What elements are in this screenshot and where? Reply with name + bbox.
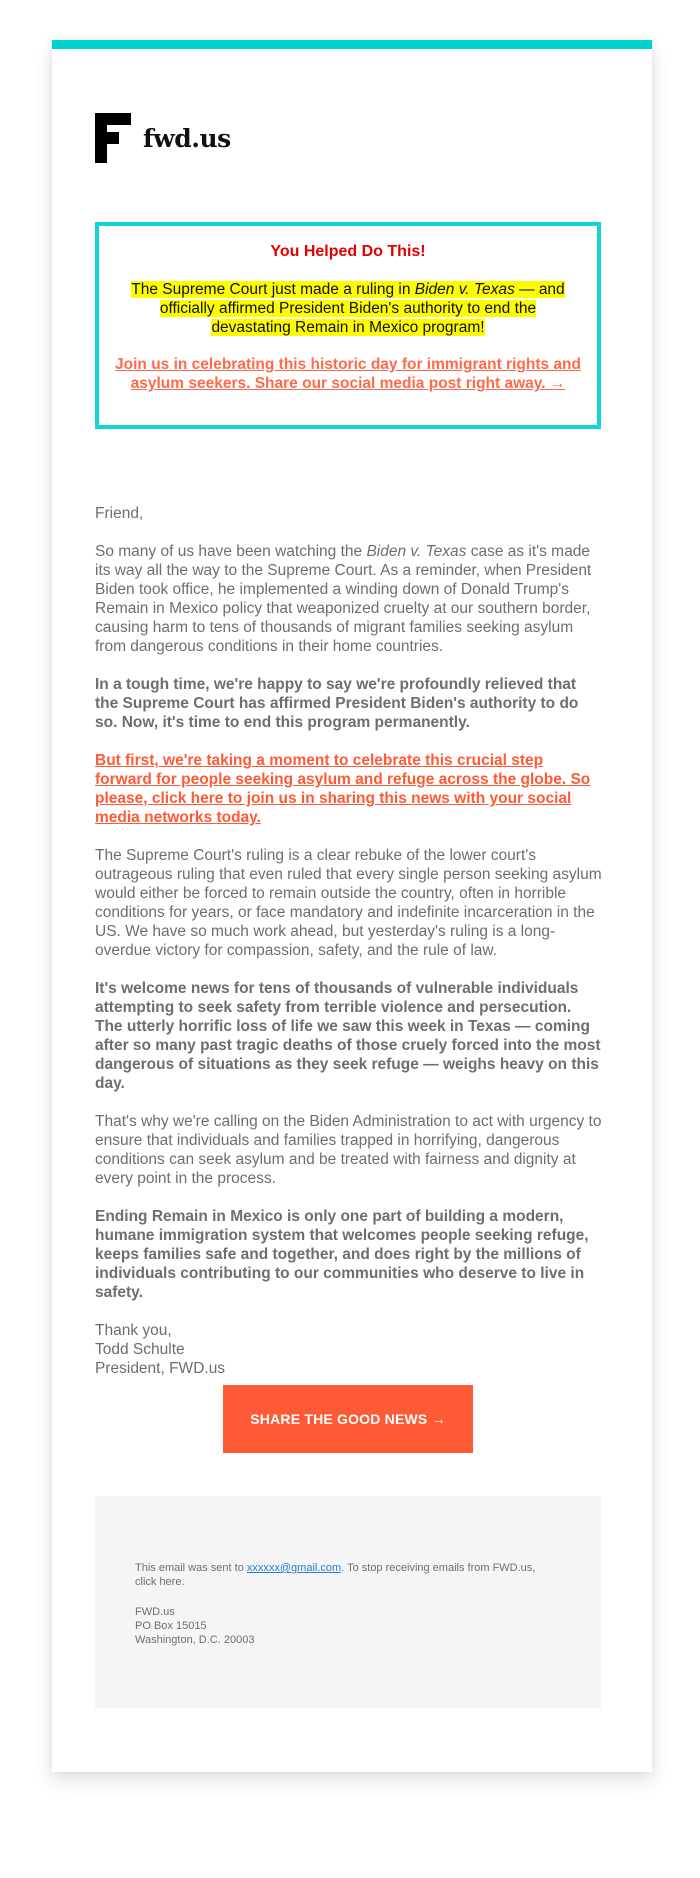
paragraph-intro-italic: Biden v. Texas	[366, 543, 467, 560]
callout-body-text-2: — and officially affirmed President Biden's authority to end the devastating Remain in Mexico program!	[159, 281, 565, 336]
email-card	[52, 40, 652, 1772]
address-org: FWD.us	[135, 1606, 175, 1618]
paragraph-intro-text-1: So many of us have been watching the	[95, 543, 367, 560]
callout-box	[95, 222, 601, 429]
paragraph-relieved: In a tough time, we're happy to say we're profoundly relieved that the Supreme Court has affirmed President Biden's authority to do so. Now, it's time to end this program permanently.	[95, 676, 579, 731]
sent-prefix: This email was sent to	[135, 1562, 247, 1574]
callout-body-text-1: The Supreme Court just made a ruling in	[131, 281, 415, 298]
callout-body-italic: Biden v. Texas	[414, 281, 515, 298]
unsubscribe-line	[135, 1561, 555, 1589]
share-news-link[interactable]: But first, we're taking a moment to celebrate this crucial step forward for people seeking asylum and refuge across the globe. So please, click here to join us in sharing this news with your social media networks today.	[95, 752, 591, 826]
footer-text	[135, 1561, 555, 1647]
callout-title: You Helped Do This!	[270, 243, 426, 260]
paragraph-ending: Ending Remain in Mexico is only one part of building a modern, humane immigration system that welcomes people seeking refuge, keeps families safe and together, and does right by the millions of individuals contributing to our communities who deserve to live in safety.	[95, 1208, 589, 1301]
signature	[95, 1321, 603, 1378]
accent-top-bar	[52, 40, 652, 49]
recipient-email-link[interactable]: xxxxxx@gmail.com	[246, 1562, 342, 1574]
paragraph-ruling: The Supreme Court's ruling is a clear rebuke of the lower court's outrageous ruling that even ruled that every single person seeking asylum would either be forced to remain outside the country, often in horrible conditions for years, or face mandatory and indefinite incarceration in the US. We have so much work ahead, but yesterday's ruling is a long-overdue victory for compassion, safety, and the rule of law.	[95, 847, 602, 959]
paragraph-intro-text-2: case as it's made its way all the way to the Supreme Court. As a reminder, when President Biden took office, he implemented a winding down of Donald Trump's Remain in Mexico policy that weaponized cruelty at our southern border, causing harm to tens of thousands of migrant families seeking asylum from dangerous conditions in their home countries.	[95, 543, 592, 655]
callout-highlight	[131, 281, 564, 336]
signer-title: President, FWD.us	[95, 1360, 226, 1377]
paragraph-celebrate	[95, 751, 603, 827]
paragraph-intro	[95, 542, 603, 656]
unsubscribe-text[interactable]: . To stop receiving emails from FWD.us, click here.	[135, 1562, 536, 1588]
greeting: Friend,	[95, 505, 144, 522]
footer	[95, 1496, 601, 1708]
address-city: Washington, D.C. 20003	[135, 1634, 255, 1646]
signoff: Thank you,	[95, 1322, 172, 1339]
mailing-address	[135, 1605, 555, 1647]
address-po-box: PO Box 15015	[135, 1620, 207, 1632]
email-body	[95, 504, 603, 1378]
callout-share-link[interactable]: Join us in celebrating this historic day for immigrant rights and asylum seekers. Share our social media post right away. →	[115, 356, 581, 392]
signer-name: Todd Schulte	[95, 1341, 185, 1358]
paragraph-urgency: That's why we're calling on the Biden Administration to act with urgency to ensure that individuals and families trapped in horrifying, dangerous conditions can seek asylum and be treated with fairness and dignity at every point in the process.	[95, 1113, 602, 1187]
logo-text: fwd.us	[143, 123, 231, 153]
paragraph-welcome-news: It's welcome news for tens of thousands of vulnerable individuals attempting to seek safety from terrible violence and persecution. The utterly horrific loss of life we saw this week in Texas — coming after so many past tragic deaths of those cruely forced into the most dangerous of situations as they seek refuge — weighs heavy on this day.	[95, 980, 601, 1092]
share-good-news-button[interactable]: SHARE THE GOOD NEWS →	[223, 1385, 473, 1453]
fwd-logo[interactable]	[95, 113, 231, 163]
fwd-logo-icon	[95, 113, 131, 163]
callout-body	[131, 280, 565, 337]
